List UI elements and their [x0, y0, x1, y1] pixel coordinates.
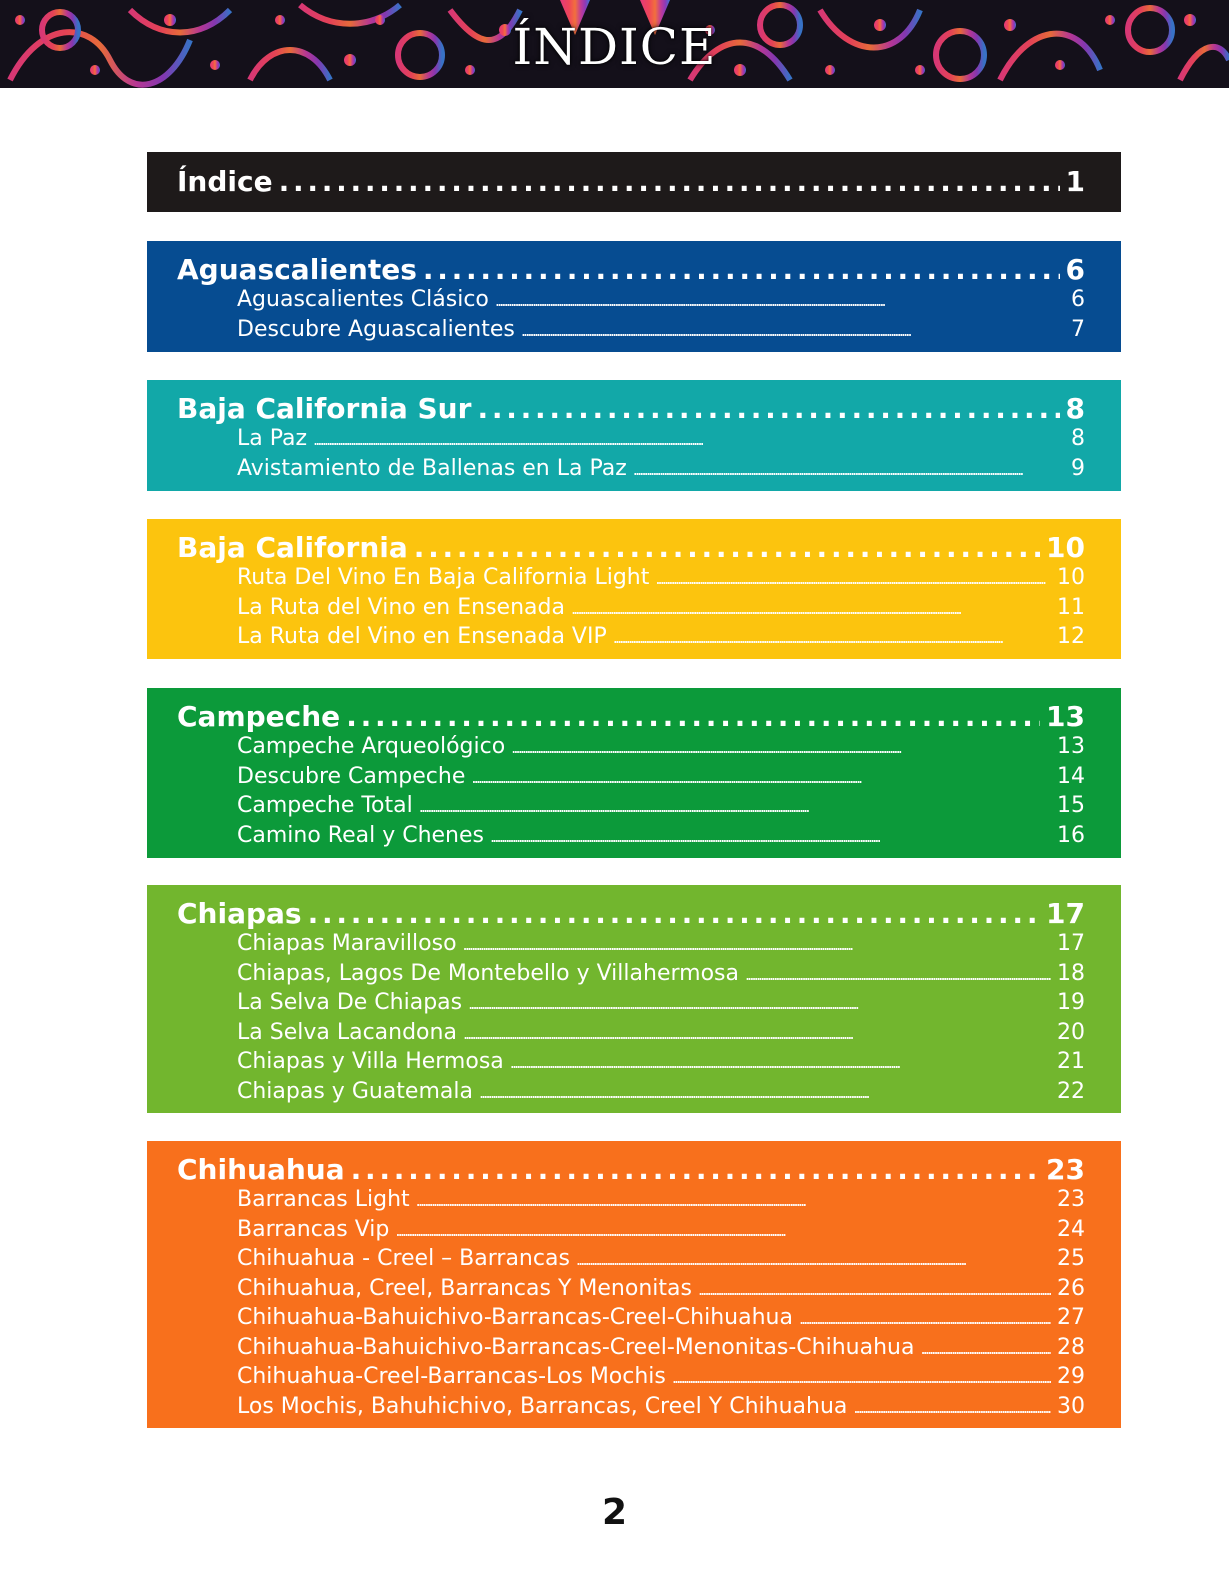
toc-entry-title: Chiapas, Lagos De Montebello y Villahermosa: [237, 960, 739, 986]
toc-entry-page: 17: [1057, 931, 1085, 956]
toc-section-title: Chihuahua: [177, 1153, 345, 1186]
page-title: ÍNDICE: [512, 18, 717, 76]
toc-entry-page: 7: [1071, 316, 1085, 342]
dot-leader: [463, 930, 1051, 960]
toc-section-title: Índice: [177, 165, 273, 198]
toc-section-page: 10: [1046, 531, 1085, 564]
toc-entry-title: Los Mochis, Bahuhichivo, Barrancas, Creel Y Chihuahua: [237, 1393, 848, 1419]
toc-entry-title: Chihuahua-Bahuichivo-Barrancas-Creel-Chihuahua: [237, 1305, 793, 1330]
toc-entry-title: Chihuahua - Creel – Barrancas: [237, 1246, 570, 1271]
toc-entry[interactable]: [177, 1244, 1085, 1274]
toc-entry-title: La Ruta del Vino en Ensenada: [237, 594, 565, 620]
toc-entry-title: Chiapas y Villa Hermosa: [237, 1049, 504, 1074]
dot-leader: [571, 594, 1051, 624]
dot-leader: [511, 733, 1051, 763]
toc-entry[interactable]: [177, 1047, 1085, 1077]
toc-entry[interactable]: [177, 1185, 1085, 1215]
toc-entry-page: 15: [1057, 793, 1085, 818]
toc-entry[interactable]: [177, 1215, 1085, 1245]
toc-entry-title: Camino Real y Chenes: [237, 822, 484, 848]
toc-entry-title: Campeche Total: [237, 793, 413, 818]
toc-entry[interactable]: [177, 622, 1085, 652]
toc-entry-title: Campeche Arqueológico: [237, 734, 506, 759]
toc-entry[interactable]: [177, 1077, 1085, 1107]
toc-entry-page: 28: [1057, 1334, 1085, 1360]
toc-entry-title: Ruta Del Vino En Baja California Light: [237, 565, 650, 590]
toc-section-heading[interactable]: [177, 1154, 1085, 1185]
toc-entry[interactable]: [177, 732, 1085, 762]
dot-leader: [477, 393, 1059, 424]
toc-entry[interactable]: [177, 1274, 1085, 1304]
toc-entry-page: 8: [1071, 426, 1085, 451]
toc-entry-page: 30: [1057, 1393, 1085, 1419]
toc-entry[interactable]: [177, 454, 1085, 484]
toc-section-heading[interactable]: [177, 166, 1085, 197]
toc-section: [147, 519, 1121, 659]
toc-entry[interactable]: [177, 1303, 1085, 1333]
toc-section-page: 1: [1065, 165, 1085, 198]
toc-section-heading[interactable]: [177, 898, 1085, 929]
toc-entry-page: 20: [1057, 1019, 1085, 1045]
dot-leader: [510, 1048, 1051, 1078]
toc-entry-title: Chihuahua-Bahuichivo-Barrancas-Creel-Menonitas-Chihuahua: [237, 1334, 915, 1360]
toc-section-heading[interactable]: [177, 254, 1085, 285]
dot-leader: [672, 1363, 1051, 1393]
toc-section-page: 23: [1046, 1153, 1085, 1186]
toc-entry-title: Aguascalientes Clásico: [237, 287, 489, 312]
toc-entry-title: Barrancas Light: [237, 1187, 410, 1212]
toc-entry[interactable]: [177, 593, 1085, 623]
toc-entry-page: 27: [1057, 1305, 1085, 1330]
toc-section: [147, 241, 1121, 352]
dot-leader: [463, 1019, 1051, 1049]
toc-section-heading[interactable]: [177, 532, 1085, 563]
toc-section-title: Baja California Sur: [177, 392, 472, 425]
toc-entry-title: La Selva De Chiapas: [237, 990, 463, 1015]
dot-leader: [308, 898, 1040, 929]
toc-entry[interactable]: [177, 821, 1085, 851]
dot-leader: [279, 166, 1060, 197]
toc-section: [147, 885, 1121, 1113]
toc-section: [147, 152, 1121, 212]
dot-leader: [920, 1334, 1051, 1364]
toc-entry-page: 21: [1057, 1049, 1085, 1074]
toc-entry[interactable]: [177, 988, 1085, 1018]
toc-entry-page: 19: [1057, 990, 1085, 1015]
toc-entry[interactable]: [177, 1333, 1085, 1363]
toc-section-page: 8: [1065, 392, 1085, 425]
toc-section: [147, 688, 1121, 858]
toc-entry-title: La Paz: [237, 426, 308, 451]
dot-leader: [313, 425, 1065, 455]
dot-leader: [576, 1245, 1051, 1275]
toc-entry[interactable]: [177, 929, 1085, 959]
toc-section: [147, 1141, 1121, 1428]
toc-entry-title: La Ruta del Vino en Ensenada VIP: [237, 624, 607, 649]
toc-section-page: 13: [1046, 700, 1085, 733]
dot-leader: [633, 455, 1065, 485]
toc-section-title: Campeche: [177, 700, 341, 733]
toc-entry[interactable]: [177, 1362, 1085, 1392]
toc-entry-page: 16: [1057, 822, 1085, 848]
dot-leader: [799, 1304, 1051, 1334]
dot-leader: [495, 286, 1065, 316]
toc-entry[interactable]: [177, 315, 1085, 345]
toc-entry-title: La Selva Lacandona: [237, 1019, 457, 1045]
toc-entry[interactable]: [177, 1392, 1085, 1422]
dot-leader: [351, 1154, 1040, 1185]
toc-entry-page: 9: [1071, 455, 1085, 481]
toc-entry-title: Barrancas Vip: [237, 1216, 390, 1242]
dot-leader: [853, 1393, 1051, 1423]
dot-leader: [423, 254, 1060, 285]
toc-entry-title: Chiapas y Guatemala: [237, 1078, 473, 1104]
toc-entry-title: Descubre Aguascalientes: [237, 316, 515, 342]
toc-entry[interactable]: [177, 1018, 1085, 1048]
page-number: 2: [601, 1492, 628, 1533]
dot-leader: [468, 989, 1051, 1019]
toc-entry-page: 18: [1057, 960, 1085, 986]
toc-entry[interactable]: [177, 424, 1085, 454]
toc-entry[interactable]: [177, 959, 1085, 989]
toc-entry-title: Avistamiento de Ballenas en La Paz: [237, 455, 627, 481]
toc-entry-title: Chiapas Maravilloso: [237, 931, 457, 956]
dot-leader: [471, 763, 1051, 793]
toc-entry[interactable]: [177, 762, 1085, 792]
toc-entry-page: 25: [1057, 1246, 1085, 1271]
dot-leader: [655, 564, 1051, 594]
toc-section-heading[interactable]: [177, 701, 1085, 732]
dot-leader: [416, 1186, 1051, 1216]
dot-leader: [395, 1216, 1051, 1246]
toc-entry-title: Chihuahua-Creel-Barrancas-Los Mochis: [237, 1364, 666, 1389]
toc-entry-page: 11: [1057, 594, 1085, 620]
toc-entry[interactable]: [177, 285, 1085, 315]
toc-entry-page: 23: [1057, 1187, 1085, 1212]
toc-entry[interactable]: [177, 791, 1085, 821]
dot-leader: [479, 1078, 1051, 1108]
dot-leader: [346, 701, 1040, 732]
dot-leader: [490, 822, 1051, 852]
toc-entry-title: Chihuahua, Creel, Barrancas Y Menonitas: [237, 1275, 692, 1301]
dot-leader: [521, 316, 1065, 346]
toc-section-page: 6: [1065, 253, 1085, 286]
dot-leader: [419, 792, 1051, 822]
dot-leader: [698, 1275, 1051, 1305]
dot-leader: [613, 623, 1051, 653]
dot-leader: [745, 960, 1051, 990]
toc-section-page: 17: [1046, 897, 1085, 930]
toc-entry-page: 13: [1057, 734, 1085, 759]
toc-entry-page: 26: [1057, 1275, 1085, 1301]
toc-section-title: Baja California: [177, 531, 408, 564]
toc-entry-page: 14: [1057, 763, 1085, 789]
toc-entry[interactable]: [177, 563, 1085, 593]
toc-entry-title: Descubre Campeche: [237, 763, 466, 789]
toc-entry-page: 12: [1057, 624, 1085, 649]
toc-entry-page: 6: [1071, 287, 1085, 312]
toc-section-title: Aguascalientes: [177, 253, 417, 286]
toc-section: [147, 380, 1121, 491]
dot-leader: [414, 532, 1040, 563]
toc-section-heading[interactable]: [177, 393, 1085, 424]
toc-entry-page: 24: [1057, 1216, 1085, 1242]
toc-section-title: Chiapas: [177, 897, 302, 930]
toc-entry-page: 29: [1057, 1364, 1085, 1389]
toc-entry-page: 22: [1057, 1078, 1085, 1104]
toc-entry-page: 10: [1057, 565, 1085, 590]
